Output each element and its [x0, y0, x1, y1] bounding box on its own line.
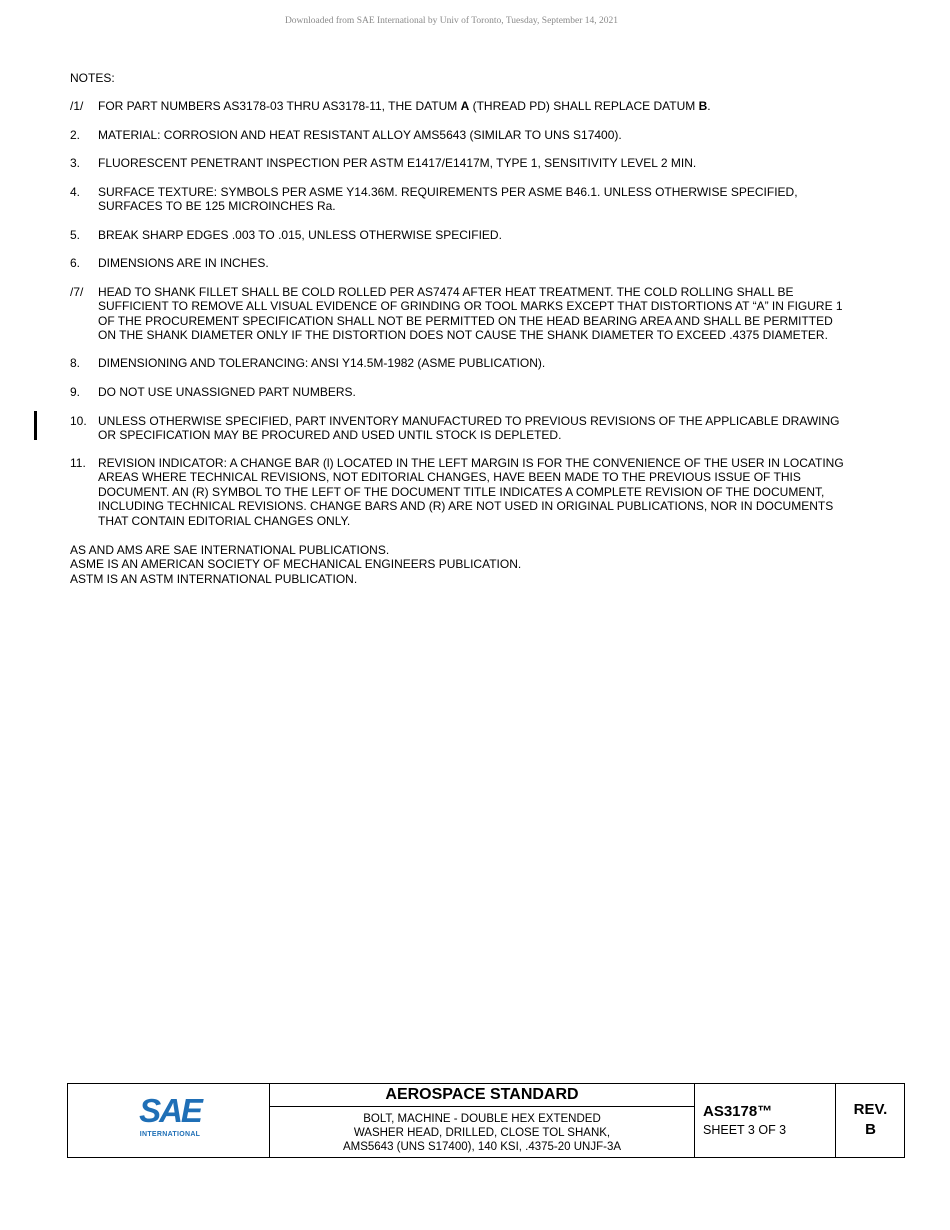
note-9 [70, 385, 890, 399]
note-text: SURFACE TEXTURE: SYMBOLS PER ASME Y14.36M. REQUIREMENTS PER ASME B46.1. UNLESS OTHERWISE SPECIFIED, SURFACES TO BE 125 MICROINCHES Ra. [98, 185, 798, 214]
note-number: 10. [70, 414, 87, 428]
note-text: MATERIAL: CORROSION AND HEAT RESISTANT ALLOY AMS5643 (SIMILAR TO UNS S17400). [98, 128, 622, 142]
note-number: 8. [70, 356, 81, 370]
datum-b: B [698, 99, 708, 113]
revision-label: REV. B [836, 1100, 905, 1140]
revision-cell [836, 1084, 905, 1157]
title-block [67, 1083, 905, 1158]
title-cell [270, 1084, 695, 1157]
note-number: 9. [70, 385, 81, 399]
note-text: REVISION INDICATOR: A CHANGE BAR (l) LOCATED IN THE LEFT MARGIN IS FOR THE CONVENIENCE OF THE USER IN LOCATING AREAS WHERE TECHNICAL REVISIONS, NOT EDITORIAL CHANGES, HAVE BEEN MADE TO THE PREVIOUS ISSUE OF THIS DOCUMENT. AN (R) SYMBOL TO THE LEFT OF THE DOCUMENT TITLE INDICATES A COMPLETE REVISION OF THE DOCUMENT, INCLUDING TECHNICAL REVISIONS. CHANGE BARS AND (R) ARE NOT USED IN ORIGINAL PUBLICATIONS, NOR IN DOCUMENTS THAT CONTAIN EDITORIAL CHANGES ONLY. [98, 456, 844, 528]
revision-value: B [865, 1121, 876, 1138]
publication-notes [70, 543, 521, 586]
download-watermark: Downloaded from SAE International by Univ of Toronto, Tuesday, September 14, 2021 [284, 16, 619, 26]
note-text: FOR PART NUMBERS AS3178-03 THRU AS3178-11, THE DATUM A (THREAD PD) SHALL REPLACE DATUM B. [98, 99, 711, 113]
publication-line: ASME IS AN AMERICAN SOCIETY OF MECHANICAL ENGINEERS PUBLICATION. [70, 557, 522, 572]
logo-subtext: INTERNATIONAL [139, 1131, 201, 1138]
note-text: BREAK SHARP EDGES .003 TO .015, UNLESS OTHERWISE SPECIFIED. [98, 228, 502, 242]
logo-wordmark: SAE [139, 1092, 201, 1129]
note-7 [70, 285, 890, 343]
revision-change-bar [34, 411, 37, 440]
note-2 [70, 128, 890, 142]
datum-a: A [460, 99, 470, 113]
logo-cell [68, 1084, 270, 1157]
note-number: 5. [70, 228, 81, 242]
part-number: AS3178™ [703, 1103, 773, 1120]
note-10 [70, 414, 890, 443]
note-3 [70, 156, 890, 170]
publication-line: AS AND AMS ARE SAE INTERNATIONAL PUBLICATIONS. [70, 543, 390, 557]
note-6 [70, 256, 890, 270]
note-text: FLUORESCENT PENETRANT INSPECTION PER ASTM E1417/E1417M, TYPE 1, SENSITIVITY LEVEL 2 MIN. [98, 156, 697, 170]
note-5 [70, 228, 890, 242]
note-text: DIMENSIONS ARE IN INCHES. [98, 256, 269, 270]
document-title [270, 1107, 694, 1154]
note-text: DIMENSIONING AND TOLERANCING: ANSI Y14.5M-1982 (ASME PUBLICATION). [98, 356, 546, 370]
document-type-heading: AEROSPACE STANDARD [270, 1084, 694, 1107]
part-number-cell [695, 1084, 836, 1157]
notes-heading: NOTES: [70, 71, 115, 85]
note-1 [70, 99, 890, 113]
publication-line: ASTM IS AN ASTM INTERNATIONAL PUBLICATION. [70, 571, 358, 586]
note-number: /1/ [70, 99, 84, 113]
title-line: BOLT, MACHINE - DOUBLE HEX EXTENDED [363, 1113, 601, 1125]
title-line: WASHER HEAD, DRILLED, CLOSE TOL SHANK, [353, 1127, 611, 1139]
note-text: HEAD TO SHANK FILLET SHALL BE COLD ROLLED PER AS7474 AFTER HEAT TREATMENT. THE COLD ROLLING SHALL BE SUFFICIENT TO REMOVE ALL VISUAL EVIDENCE OF GRINDING OR TOOL MARKS EXCEPT THAT DISTORTIONS AT “A” IN FIGURE 1 OF THE PROCUREMENT SPECIFICATION SHALL NOT BE PERMITTED ON THE HEAD BEARING AREA AND SHALL BE PERMITTED ON THE SHANK DIAMETER ONLY IF THE DISTORTION DOES NOT CAUSE THE SHANK DIAMETER TO EXCEED .4375 DIAMETER. [98, 285, 843, 343]
sheet-number: SHEET 3 OF 3 [703, 1123, 787, 1137]
note-11 [70, 456, 890, 528]
note-text: DO NOT USE UNASSIGNED PART NUMBERS. [98, 385, 356, 399]
note-number: /7/ [70, 285, 84, 299]
note-8 [70, 356, 890, 370]
note-number: 2. [70, 128, 81, 142]
note-4 [70, 185, 890, 214]
sae-logo [135, 1092, 205, 1140]
title-line: AMS5643 (UNS S17400), 140 KSI, .4375-20 UNJF-3A [342, 1141, 622, 1153]
note-text: UNLESS OTHERWISE SPECIFIED, PART INVENTORY MANUFACTURED TO PREVIOUS REVISIONS OF THE APPLICABLE DRAWING OR SPECIFICATION MAY BE PROCURED AND USED UNTIL STOCK IS DEPLETED. [98, 414, 840, 443]
note-number: 3. [70, 156, 81, 170]
note-number: 11. [70, 456, 86, 470]
note-number: 4. [70, 185, 81, 199]
note-number: 6. [70, 256, 81, 270]
